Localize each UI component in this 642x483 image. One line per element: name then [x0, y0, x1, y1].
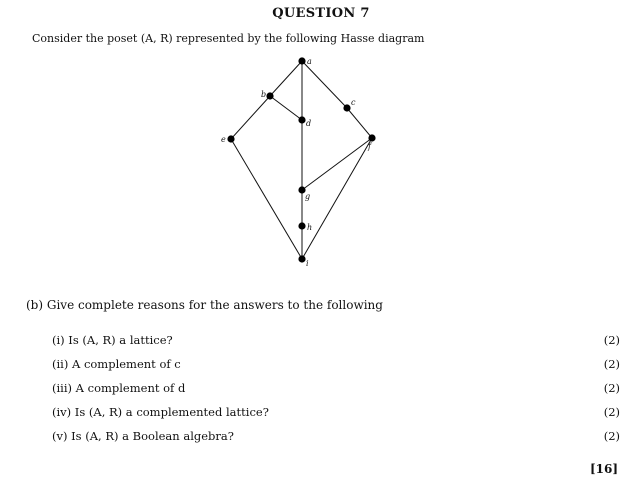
question-label-i: (i) Is (A, R) a lattice?: [52, 333, 173, 347]
hasse-node-h: [298, 222, 305, 229]
hasse-edge-b-e: [231, 96, 270, 139]
hasse-node-label-b: b: [261, 90, 267, 99]
hasse-node-a: [298, 57, 305, 64]
question-marks-i: (2): [603, 333, 620, 347]
total-marks: [16]: [589, 462, 618, 476]
hasse-node-label-d: d: [306, 119, 312, 128]
hasse-edge-a-c: [302, 61, 347, 108]
question-label-iv: (iv) Is (A, R) a complemented lattice?: [52, 405, 269, 419]
part-b-prompt: (b) Give complete reasons for the answers to the following: [26, 298, 383, 312]
hasse-node-label-i: i: [306, 259, 309, 268]
hasse-node-label-h: h: [307, 223, 313, 232]
hasse-node-e: [227, 135, 234, 142]
hasse-node-label-g: g: [305, 192, 311, 201]
hasse-edge-a-b: [270, 61, 302, 96]
hasse-node-label-a: a: [307, 57, 312, 66]
hasse-node-label-f: f: [368, 142, 371, 151]
hasse-node-b: [266, 92, 273, 99]
question-label-ii: (ii) A complement of c: [52, 357, 181, 371]
hasse-edge-c-f: [347, 108, 372, 138]
question-marks-iv: (2): [603, 405, 620, 419]
question-heading: QUESTION 7: [272, 6, 370, 21]
hasse-edge-e-i: [231, 139, 302, 259]
hasse-node-d: [298, 116, 305, 123]
hasse-edge-f-g: [302, 138, 372, 190]
question-row-ii: [52, 357, 620, 373]
hasse-edge-b-d: [270, 96, 302, 120]
hasse-node-f: [368, 134, 375, 141]
intro-text: Consider the poset (A, R) represented by the following Hasse diagram: [32, 32, 425, 45]
hasse-edge-f-i: [302, 138, 372, 259]
question-marks-v: (2): [603, 429, 620, 443]
question-label-v: (v) Is (A, R) a Boolean algebra?: [52, 429, 234, 443]
question-row-v: [52, 429, 620, 445]
hasse-node-c: [343, 104, 350, 111]
hasse-node-label-e: e: [221, 135, 226, 144]
question-row-iii: [52, 381, 620, 397]
question-row-i: [52, 333, 620, 349]
question-row-iv: [52, 405, 620, 421]
hasse-node-i: [298, 255, 305, 262]
question-marks-iii: (2): [603, 381, 620, 395]
question-marks-ii: (2): [603, 357, 620, 371]
hasse-node-label-c: c: [351, 98, 356, 107]
question-label-iii: (iii) A complement of d: [52, 381, 186, 395]
